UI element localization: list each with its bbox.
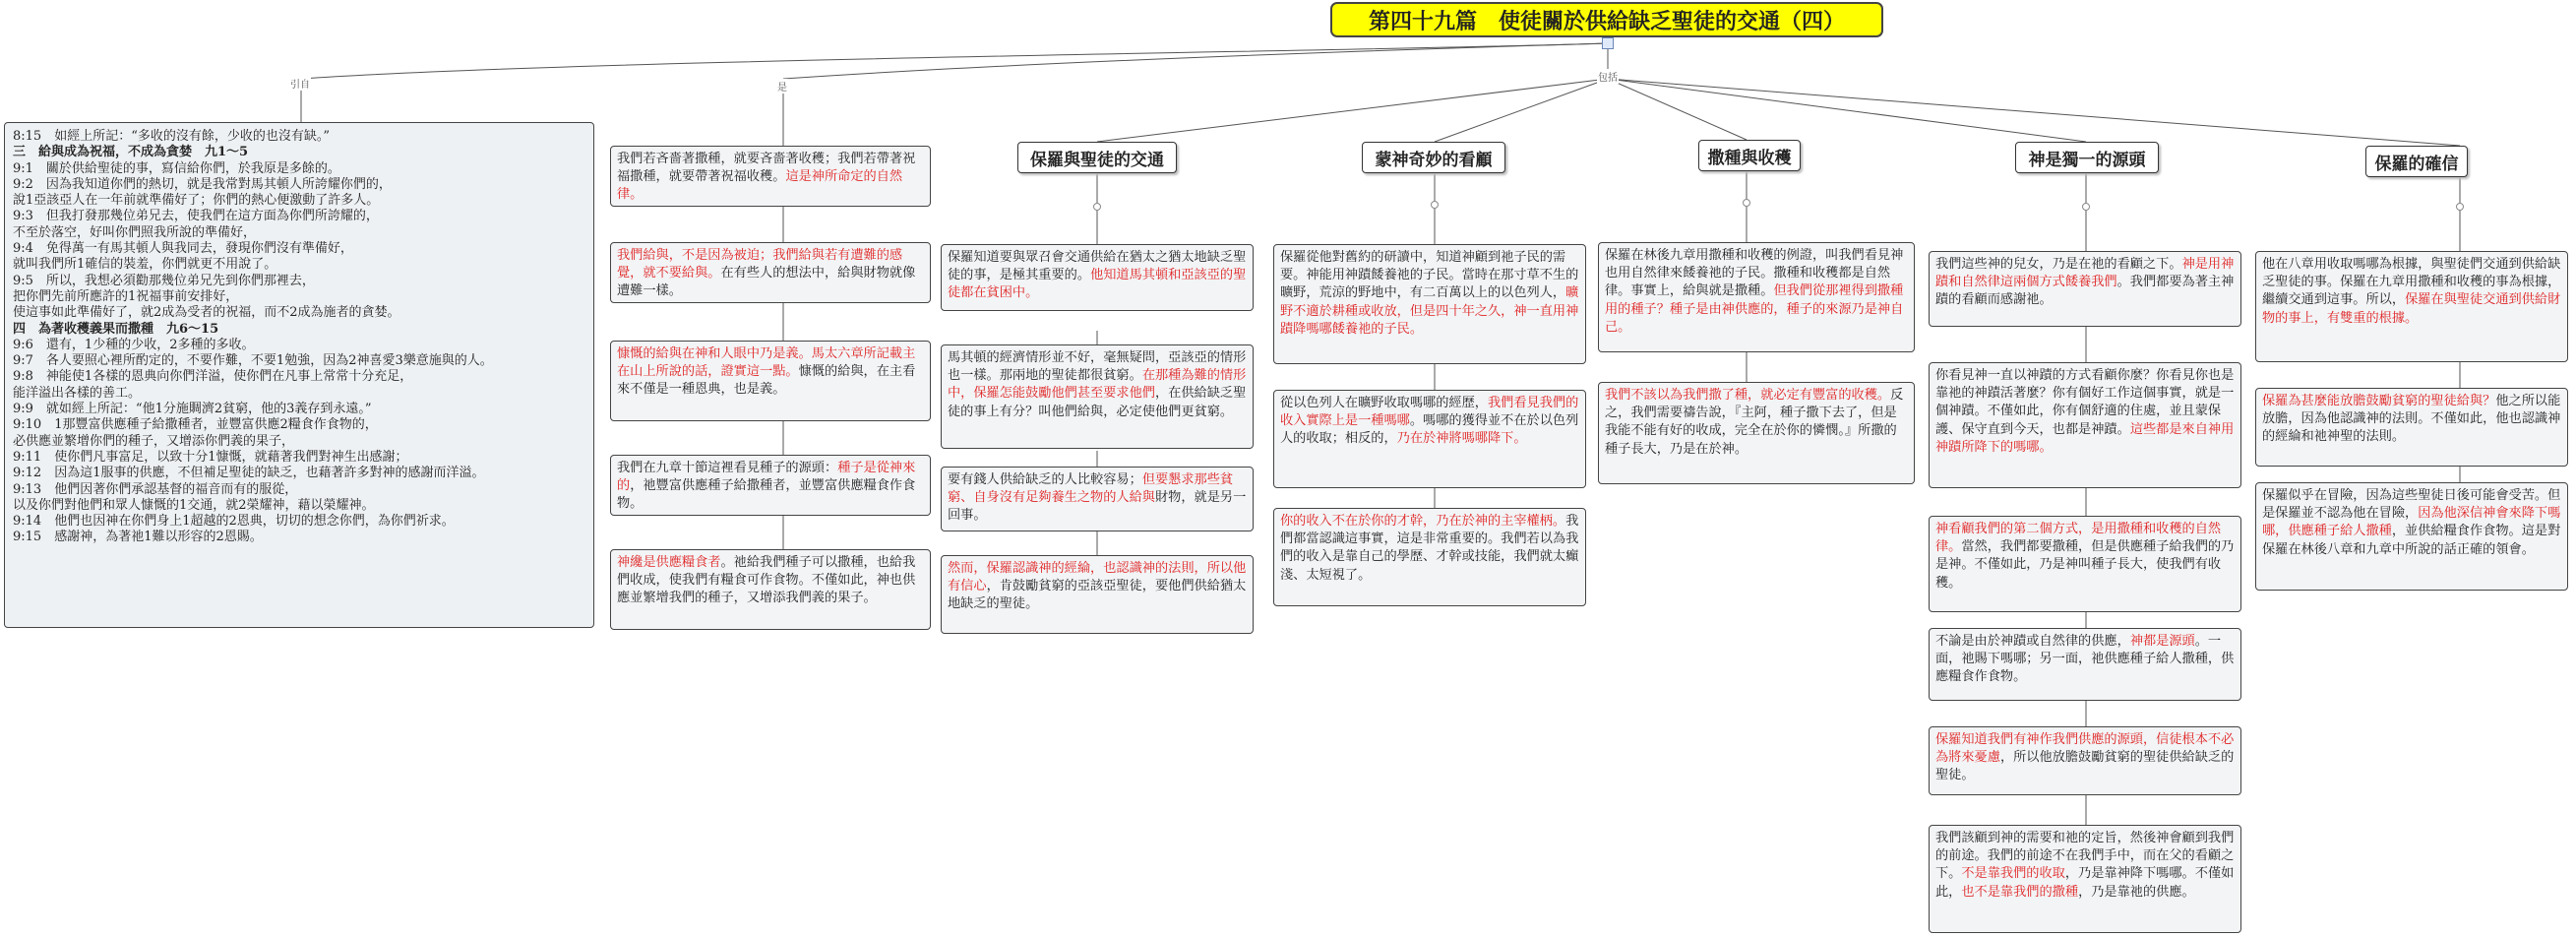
point-card [1929, 362, 2241, 488]
point-card [1929, 825, 2241, 933]
highlight-text: 但我們從那裡得到撒種用的種子？種子是由神供應的，種子的來源乃是神自己。 [1605, 283, 1904, 335]
collapse-toggle[interactable] [2082, 203, 2090, 211]
body-text: ，乃是靠神降下嗎哪。不僅如此， [1935, 866, 2235, 900]
highlight-text: 乃在於神將嗎哪降下。 [1396, 431, 1527, 447]
highlight-text: 曠野不適於耕種或收放，但是四十年之久，神一直用神蹟降嗎哪餧養祂的子民。 [1280, 285, 1579, 337]
highlight-text: 神都是源頭 [2129, 634, 2195, 649]
highlight-text: 因為他深信神會來降下嗎哪，供應種子給人撒種 [2262, 506, 2561, 539]
point-card [1273, 244, 1586, 364]
highlight-text: 但要懇求那些貧窮、自身沒有足夠養生之物的人給與 [948, 472, 1234, 506]
point-card [1929, 726, 2241, 795]
section-heading: 三 給與成為祝福，不成為貪婪 九1～5 [13, 145, 249, 160]
body-text: 馬其頓的經濟情形並不好，毫無疑問，亞該亞的情形也一樣。那兩地的聖徒都很貧窮。 [948, 350, 1247, 384]
body-text: ，祂豐富供應種子給撒種者，並豐富供應糧食作食物。 [617, 478, 916, 512]
body-text: 保羅從他對舊約的研讀中，知道神顧到祂子民的需要。神能用神蹟餧養祂的子民。當時在那寸草不生的曠野，荒涼的野地中，有二百萬以上的以色列人， [1280, 250, 1579, 301]
body-text: 。我們都要為著主神蹟的看顧而感謝祂。 [1935, 275, 2235, 308]
highlight-text: 神纔是供應糧食者 [617, 555, 721, 570]
point-card [610, 549, 931, 630]
highlight-text: 種子是從神來的 [617, 461, 916, 494]
verse-line: 必供應並繁增你們的種子，又增添你們義的果子， [13, 433, 295, 449]
highlight-text: 神看顧我們的第二個方式，是用撒種和收穫的自然律。 [1935, 522, 2222, 555]
verse-line: 9:1 關於供給聖徒的事，寫信給你們，於我原是多餘的。 [13, 160, 340, 176]
section-heading: 四 為著收穫義果而撒種 九6～15 [13, 321, 219, 337]
verse-line: 使這事如此準備好了，就2成為受者的祝福，而不2成為施者的貪婪。 [13, 305, 400, 321]
highlight-text: 他知道馬其頓和亞該亞的聖徒都在貧困中。 [948, 268, 1247, 301]
verse-line: 9:11 使你們凡事富足，以致十分1慷慨，就藉著我們對神生出感謝； [13, 449, 408, 465]
point-card [2255, 251, 2568, 362]
highlight-text: 然而，保羅認識神的經綸，也認識神的法則，所以他有信心 [948, 561, 1247, 594]
highlight-text: 慷慨的給與在神和人眼中乃是義。馬太六章所記載主在山上所說的話，證實這一點。 [617, 346, 916, 380]
body-text: 你看見神一直以神蹟的方式看顧你麼？你看見你也是靠祂的神蹟活著麼？你有個好工作這個事實，就是一個神蹟。不僅如此，你有個舒適的住處，並且蒙保護、保守直到今天，也都是神蹟。 [1935, 368, 2235, 437]
collapse-toggle[interactable] [1743, 199, 1750, 207]
body-text: ，肯鼓勵貧窮的亞該亞聖徒，要他們供給猶太地缺乏的聖徒。 [948, 579, 1247, 612]
body-text: ，在供給缺乏聖徒的事上有分？叫他們給與，必定使他們更貧窮。 [948, 386, 1247, 419]
verse-line: 8:15 如經上所記：“多收的沒有餘，少收的也沒有缺。” [13, 129, 330, 144]
relation-label: 是 [776, 79, 788, 94]
verse-line: 9:8 神能使1各樣的恩典向你們洋溢，使你們在凡事上常常十分充足， [13, 369, 413, 385]
scripture-card [4, 122, 594, 628]
verse-line: 9:9 就如經上所記：“他1分施賙濟2貧窮，他的3義存到永遠。” [13, 402, 372, 417]
body-text: ，所以他放膽鼓勵貧窮的聖徒供給缺乏的聖徒。 [1935, 750, 2235, 783]
relation-label: 引自 [289, 76, 311, 91]
body-text: 在有些人的想法中，給與財物就像遭難一樣。 [617, 266, 916, 299]
body-text: 他在八章用收取嗎哪為根據，與聖徒們交通到供給缺乏聖徒的事。保羅在九章用撒種和收穫的事為根據，繼續交通到這事。所以， [2262, 257, 2561, 308]
highlight-text: 在那種為難的情形中，保羅怎能鼓勵他們甚至要求他們 [948, 368, 1247, 402]
verse-line: 把你們先前所應許的1祝福事前安排好， [13, 288, 239, 304]
point-card [1929, 628, 2241, 701]
verse-line: 9:5 所以，我想必須勸那幾位弟兄先到你們那裡去， [13, 273, 315, 288]
highlight-text: 這是神所命定的自然律。 [617, 169, 903, 203]
highlight-text: 神是用神蹟和自然律這兩個方式餧養我們 [1935, 257, 2235, 290]
highlight-text: 我們給與，不是因為被迫；我們給與若有遭難的感覺，就不要給與。 [617, 248, 903, 281]
body-text: 慷慨的給與，在主看來不僅是一種恩典，也是義。 [617, 364, 916, 398]
point-card [2255, 388, 2568, 467]
verse-line: 9:14 他們也因神在你們身上1超越的2恩典，切切的想念你們，為你們祈求。 [13, 514, 455, 530]
body-text: 。一面，祂賜下嗎哪；另一面，祂供應種子給人撒種，供應糧食作食物。 [1935, 634, 2235, 685]
point-card [941, 467, 1254, 531]
highlight-text: 不是靠我們的收取 [1961, 866, 2065, 882]
point-card [610, 341, 931, 421]
topic-heading: 撒種與收穫 [1698, 140, 1801, 171]
verse-line: 9:12 因為這1服事的供應，不但補足聖徒的缺乏，也藉著許多對神的感謝而洋溢。 [13, 466, 485, 481]
body-text: 我們都當認識這事實，這是非常重要的。我們若以為我們的收入是靠自己的學歷、才幹或技能，我們就太癲淺、太短視了。 [1280, 514, 1579, 583]
body-text: 從以色列人在曠野收取嗎哪的經歷， [1280, 396, 1488, 410]
topic-heading: 保羅的確信 [2365, 146, 2468, 177]
verse-line: 9:7 各人要照心裡所酌定的，不要作難，不要1勉強，因為2神喜愛3樂意施與的人。 [13, 353, 493, 369]
point-card [1929, 251, 2241, 327]
point-card [1598, 242, 1915, 352]
body-text: 財物，就是另一回事。 [948, 490, 1247, 524]
highlight-text: 我們不該以為我們撒了種，就必定有豐富的收穫。 [1605, 388, 1891, 403]
point-card [1929, 516, 2241, 612]
verse-line: 9:15 感謝神，為著祂1難以形容的2恩賜。 [13, 530, 263, 545]
point-card [2255, 482, 2568, 591]
body-text: ，乃是靠祂的供應。 [2078, 884, 2195, 900]
verse-line: 9:2 因為我知道你們的熱切，就是我常對馬其頓人所誇耀你們的， [13, 176, 392, 192]
body-text: 我們在九章十節這裡看見種子的源頭： [617, 461, 838, 475]
body-text: 。嗎哪的獲得並不在於以色列人的收取；相反的， [1280, 413, 1579, 447]
body-text: 我們若吝嗇著撒種，就要吝嗇著收穫；我們若帶著祝福撒種，就要帶著祝福收穫。 [617, 152, 916, 185]
body-text: 當然，我們都要撒種，但是供應種子給我們的乃是神。不僅如此，乃是神叫種子長大，使我們有收穫。 [1935, 539, 2235, 591]
topic-heading: 保羅與聖徒的交通 [1017, 142, 1177, 173]
point-card [941, 555, 1254, 634]
verse-line: 說1亞該亞人在一年前就準備好了；你們的熱心便激動了許多人。 [13, 193, 380, 209]
highlight-text: 這些都是來自神用神蹟所降下的嗎哪。 [1935, 421, 2235, 455]
highlight-text: 也不是靠我們的撒種 [1961, 884, 2079, 900]
verse-line: 9:13 他們因著你們承認基督的福音而有的服從， [13, 481, 298, 497]
topic-heading: 蒙神奇妙的看顧 [1362, 142, 1505, 173]
highlight-text: 保羅在與聖徒交通到供給財物的事上，有雙重的根據。 [2262, 292, 2561, 326]
point-card [610, 455, 931, 516]
point-card [1273, 390, 1586, 488]
point-card [1273, 508, 1586, 606]
verse-line: 9:10 1那豐富供應種子給撒種者，並豐富供應2糧食作食物的， [13, 417, 378, 433]
relation-label: 包括 [1597, 69, 1619, 84]
body-text: 反之，我們需要禱告說，『主阿，種子撒下去了，但是我能不能有好的收成，完全在於你的憐憫。』所撒的種子長大，乃是在於神。 [1605, 388, 1904, 457]
body-text: 不論是由於神蹟或自然律的供應， [1935, 634, 2130, 649]
point-card [610, 146, 931, 207]
topic-heading: 神是獨一的源頭 [2015, 142, 2159, 173]
collapse-toggle[interactable] [2456, 203, 2464, 211]
verse-line: 就叫我們所1確信的裝羞，你們就更不用說了。 [13, 257, 277, 273]
body-text: 我們這些神的兒女，乃是在祂的看顧之下。 [1935, 257, 2182, 272]
body-text: 保羅知道要與眾召會交通供給在猶太之猶太地缺乏聖徒的事，是極其重要的。 [948, 250, 1247, 283]
highlight-text: 你的收入不在於你的才幹，乃在於神的主宰權柄。 [1280, 514, 1566, 529]
verse-line: 9:6 還有，1少種的少收，2多種的多收。 [13, 337, 255, 352]
collapse-toggle[interactable] [1431, 201, 1439, 209]
point-card [1598, 382, 1915, 484]
verse-line: 9:4 免得萬一有馬其頓人與我同去，發現你們沒有準備好， [13, 241, 353, 257]
verse-line: 以及你們對他們和眾人慷慨的1交通，就2榮耀神，藉以榮耀神。 [13, 497, 375, 513]
body-text: 我們該顧到神的需要和祂的定旨，然後神會顧到我們的前途。我們的前途不在我們手中，而在父的看顧之下。 [1935, 831, 2235, 882]
body-text: ，並供給糧食作食物。這是對保羅在林後八章和九章中所說的話正確的領會。 [2262, 524, 2561, 557]
note-icon [1602, 37, 1614, 49]
body-text: 保羅似乎在冒險，因為這些聖徒日後可能會受苦。但是保羅並不認為他在冒險， [2262, 488, 2561, 522]
verse-line: 能洋溢出各樣的善工。 [13, 385, 142, 401]
body-text: 要有錢人供給缺乏的人比較容易； [948, 472, 1142, 487]
verse-line: 9:3 但我打發那幾位弟兄去，使我們在這方面為你們所誇耀的， [13, 209, 379, 224]
verse-line: 不至於落空，好叫你們照我所說的準備好， [13, 224, 257, 240]
highlight-text: 保羅為甚麼能放膽鼓勵貧窮的聖徒給與？ [2262, 394, 2496, 408]
point-card [941, 244, 1254, 311]
point-card [941, 344, 1254, 449]
collapse-toggle[interactable] [1093, 203, 1101, 211]
point-card [610, 242, 931, 303]
body-text: 保羅在林後九章用撒種和收穫的例證，叫我們看見神也用自然律來餧養祂的子民。撒種和收穫都是自然律。事實上，給與就是撒種。 [1605, 248, 1904, 299]
body-text: 。祂給我們種子可以撒種，也給我們收成，使我們有糧食可作食物。不僅如此，神也供應並繁增我們的種子，又增添我們義的果子。 [617, 555, 916, 606]
highlight-text: 我們看見我們的收入實際上是一種嗎哪 [1280, 396, 1579, 429]
highlight-text: 保羅知道我們有神作我們供應的源頭，信徒根本不必為將來憂慮 [1935, 732, 2235, 766]
root-title: 第四十九篇 使徒關於供給缺乏聖徒的交通（四） [1330, 2, 1883, 37]
body-text: 他之所以能放膽，因為他認識神的法則。不僅如此，他也認識神的經綸和祂神聖的法則。 [2262, 394, 2561, 445]
